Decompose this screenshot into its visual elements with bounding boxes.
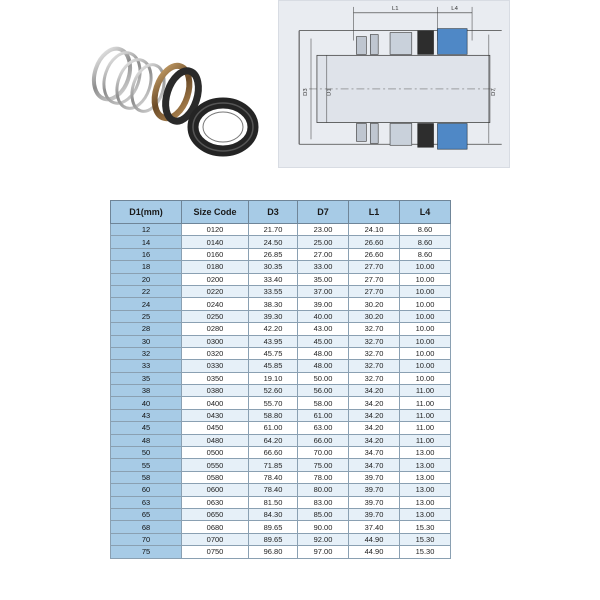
header-size-code: Size Code bbox=[182, 201, 249, 224]
cell-l4: 11.00 bbox=[400, 422, 451, 434]
cell-d3: 38.30 bbox=[249, 298, 298, 310]
table-body bbox=[111, 224, 451, 559]
cell-d7: 61.00 bbox=[298, 409, 349, 421]
cell-d1: 24 bbox=[111, 298, 182, 310]
cell-size-code: 0240 bbox=[182, 298, 249, 310]
cell-d1: 38 bbox=[111, 385, 182, 397]
cell-d3: 64.20 bbox=[249, 434, 298, 446]
cell-d7: 66.00 bbox=[298, 434, 349, 446]
cell-d7: 37.00 bbox=[298, 285, 349, 297]
cell-l1: 27.70 bbox=[349, 273, 400, 285]
cell-d3: 78.40 bbox=[249, 471, 298, 483]
cell-l4: 10.00 bbox=[400, 273, 451, 285]
cell-d7: 45.00 bbox=[298, 335, 349, 347]
cell-size-code: 0630 bbox=[182, 496, 249, 508]
table-row bbox=[111, 471, 451, 483]
cell-size-code: 0350 bbox=[182, 372, 249, 384]
cell-l1: 34.20 bbox=[349, 422, 400, 434]
cell-d7: 56.00 bbox=[298, 385, 349, 397]
cell-d3: 81.50 bbox=[249, 496, 298, 508]
cell-d3: 39.30 bbox=[249, 310, 298, 322]
cell-d7: 27.00 bbox=[298, 248, 349, 260]
cell-l4: 10.00 bbox=[400, 261, 451, 273]
cell-size-code: 0330 bbox=[182, 360, 249, 372]
cell-l4: 15.30 bbox=[400, 546, 451, 558]
cell-l1: 27.70 bbox=[349, 261, 400, 273]
cell-l1: 34.20 bbox=[349, 409, 400, 421]
cell-l4: 11.00 bbox=[400, 434, 451, 446]
header-d7: D7 bbox=[298, 201, 349, 224]
cell-d1: 16 bbox=[111, 248, 182, 260]
cell-l4: 15.30 bbox=[400, 533, 451, 545]
cell-size-code: 0430 bbox=[182, 409, 249, 421]
cell-d3: 55.70 bbox=[249, 397, 298, 409]
cell-d7: 35.00 bbox=[298, 273, 349, 285]
cell-l4: 13.00 bbox=[400, 459, 451, 471]
table-row bbox=[111, 285, 451, 297]
cell-d1: 50 bbox=[111, 447, 182, 459]
cell-d1: 45 bbox=[111, 422, 182, 434]
cell-d7: 83.00 bbox=[298, 496, 349, 508]
cell-d1: 30 bbox=[111, 335, 182, 347]
cell-l1: 26.60 bbox=[349, 236, 400, 248]
cell-d7: 48.00 bbox=[298, 360, 349, 372]
cell-size-code: 0700 bbox=[182, 533, 249, 545]
cell-d3: 19.10 bbox=[249, 372, 298, 384]
cell-l4: 10.00 bbox=[400, 360, 451, 372]
cell-d7: 58.00 bbox=[298, 397, 349, 409]
table-row bbox=[111, 496, 451, 508]
cell-d1: 14 bbox=[111, 236, 182, 248]
cell-size-code: 0750 bbox=[182, 546, 249, 558]
cell-d3: 89.65 bbox=[249, 521, 298, 533]
table-row bbox=[111, 335, 451, 347]
cell-d1: 40 bbox=[111, 397, 182, 409]
cell-l1: 32.70 bbox=[349, 347, 400, 359]
cell-l1: 39.70 bbox=[349, 484, 400, 496]
cell-l4: 11.00 bbox=[400, 397, 451, 409]
cell-d7: 78.00 bbox=[298, 471, 349, 483]
cell-d7: 70.00 bbox=[298, 447, 349, 459]
cell-d1: 48 bbox=[111, 434, 182, 446]
cell-d1: 18 bbox=[111, 261, 182, 273]
header-l1: L1 bbox=[349, 201, 400, 224]
cell-d1: 20 bbox=[111, 273, 182, 285]
table-row bbox=[111, 508, 451, 520]
dimension-label-d7: D7 bbox=[490, 88, 497, 96]
cell-size-code: 0380 bbox=[182, 385, 249, 397]
cell-d1: 58 bbox=[111, 471, 182, 483]
cell-d3: 66.60 bbox=[249, 447, 298, 459]
cell-d1: 55 bbox=[111, 459, 182, 471]
cell-size-code: 0550 bbox=[182, 459, 249, 471]
dimension-label-l4: L4 bbox=[451, 5, 458, 12]
cell-d1: 68 bbox=[111, 521, 182, 533]
cell-l4: 8.60 bbox=[400, 236, 451, 248]
cell-d3: 84.30 bbox=[249, 508, 298, 520]
table-row bbox=[111, 360, 451, 372]
cell-l4: 10.00 bbox=[400, 372, 451, 384]
cell-d7: 39.00 bbox=[298, 298, 349, 310]
header-d1: D1(mm) bbox=[111, 201, 182, 224]
technical-drawing bbox=[278, 0, 510, 168]
cell-size-code: 0280 bbox=[182, 323, 249, 335]
table-row bbox=[111, 546, 451, 558]
cell-size-code: 0580 bbox=[182, 471, 249, 483]
cell-l4: 10.00 bbox=[400, 285, 451, 297]
cell-d7: 80.00 bbox=[298, 484, 349, 496]
cell-size-code: 0480 bbox=[182, 434, 249, 446]
cell-d1: 35 bbox=[111, 372, 182, 384]
product-photo bbox=[78, 32, 268, 164]
cell-d3: 21.70 bbox=[249, 224, 298, 236]
cell-l4: 15.30 bbox=[400, 521, 451, 533]
cell-d3: 45.75 bbox=[249, 347, 298, 359]
cell-d7: 48.00 bbox=[298, 347, 349, 359]
cell-d1: 75 bbox=[111, 546, 182, 558]
cell-l4: 13.00 bbox=[400, 471, 451, 483]
table-row bbox=[111, 459, 451, 471]
header-d3: D3 bbox=[249, 201, 298, 224]
cell-l1: 34.20 bbox=[349, 397, 400, 409]
cell-d1: 63 bbox=[111, 496, 182, 508]
cell-d7: 90.00 bbox=[298, 521, 349, 533]
table-row bbox=[111, 372, 451, 384]
table-row bbox=[111, 409, 451, 421]
cell-size-code: 0680 bbox=[182, 521, 249, 533]
cell-d3: 24.50 bbox=[249, 236, 298, 248]
cell-size-code: 0250 bbox=[182, 310, 249, 322]
cell-l1: 37.40 bbox=[349, 521, 400, 533]
cell-l4: 13.00 bbox=[400, 484, 451, 496]
mechanical-seal-photo bbox=[78, 32, 268, 164]
cell-d7: 63.00 bbox=[298, 422, 349, 434]
table-row bbox=[111, 385, 451, 397]
cell-d3: 45.85 bbox=[249, 360, 298, 372]
cell-d7: 40.00 bbox=[298, 310, 349, 322]
cell-d7: 25.00 bbox=[298, 236, 349, 248]
table-row bbox=[111, 533, 451, 545]
cell-d3: 58.80 bbox=[249, 409, 298, 421]
cell-l4: 13.00 bbox=[400, 447, 451, 459]
cell-size-code: 0320 bbox=[182, 347, 249, 359]
cell-l4: 8.60 bbox=[400, 248, 451, 260]
cell-d1: 33 bbox=[111, 360, 182, 372]
cell-d1: 25 bbox=[111, 310, 182, 322]
cell-l4: 10.00 bbox=[400, 310, 451, 322]
cell-l4: 10.00 bbox=[400, 298, 451, 310]
cell-d3: 61.00 bbox=[249, 422, 298, 434]
table-row bbox=[111, 484, 451, 496]
cell-l4: 11.00 bbox=[400, 409, 451, 421]
cell-d1: 65 bbox=[111, 508, 182, 520]
table-row bbox=[111, 422, 451, 434]
cell-d3: 96.80 bbox=[249, 546, 298, 558]
cell-d3: 42.20 bbox=[249, 323, 298, 335]
cell-l4: 10.00 bbox=[400, 347, 451, 359]
cell-d3: 30.35 bbox=[249, 261, 298, 273]
cell-l1: 39.70 bbox=[349, 508, 400, 520]
cell-l1: 34.70 bbox=[349, 447, 400, 459]
cell-d1: 32 bbox=[111, 347, 182, 359]
cell-l1: 30.20 bbox=[349, 298, 400, 310]
cell-size-code: 0140 bbox=[182, 236, 249, 248]
cell-l1: 32.70 bbox=[349, 335, 400, 347]
table-row bbox=[111, 323, 451, 335]
cell-l1: 44.90 bbox=[349, 546, 400, 558]
dimension-label-d1: D1 bbox=[326, 88, 333, 96]
cell-size-code: 0650 bbox=[182, 508, 249, 520]
cell-d7: 85.00 bbox=[298, 508, 349, 520]
table-row bbox=[111, 447, 451, 459]
table-row bbox=[111, 298, 451, 310]
cell-d1: 43 bbox=[111, 409, 182, 421]
cell-d1: 28 bbox=[111, 323, 182, 335]
cell-l1: 27.70 bbox=[349, 285, 400, 297]
cell-l4: 13.00 bbox=[400, 496, 451, 508]
cell-d3: 89.65 bbox=[249, 533, 298, 545]
table-row bbox=[111, 347, 451, 359]
cell-size-code: 0400 bbox=[182, 397, 249, 409]
cell-d7: 50.00 bbox=[298, 372, 349, 384]
dimension-table-container bbox=[110, 200, 444, 559]
cell-l4: 10.00 bbox=[400, 323, 451, 335]
cell-d3: 71.85 bbox=[249, 459, 298, 471]
cell-l4: 13.00 bbox=[400, 508, 451, 520]
dimension-label-l1: L1 bbox=[392, 5, 399, 12]
cell-size-code: 0180 bbox=[182, 261, 249, 273]
seal-cross-section-diagram bbox=[279, 1, 509, 167]
cell-size-code: 0450 bbox=[182, 422, 249, 434]
header-l4: L4 bbox=[400, 201, 451, 224]
cell-d1: 70 bbox=[111, 533, 182, 545]
cell-l1: 32.70 bbox=[349, 323, 400, 335]
cell-l1: 39.70 bbox=[349, 496, 400, 508]
cell-size-code: 0220 bbox=[182, 285, 249, 297]
dimension-label-d3: D3 bbox=[303, 88, 310, 96]
table-row bbox=[111, 261, 451, 273]
cell-l1: 26.60 bbox=[349, 248, 400, 260]
cell-d7: 43.00 bbox=[298, 323, 349, 335]
cell-l4: 10.00 bbox=[400, 335, 451, 347]
cell-l1: 39.70 bbox=[349, 471, 400, 483]
cell-size-code: 0160 bbox=[182, 248, 249, 260]
cell-l1: 34.70 bbox=[349, 459, 400, 471]
cell-l4: 8.60 bbox=[400, 224, 451, 236]
cell-d7: 23.00 bbox=[298, 224, 349, 236]
table-row bbox=[111, 434, 451, 446]
table-row bbox=[111, 248, 451, 260]
dimension-table bbox=[110, 200, 451, 559]
cell-d7: 92.00 bbox=[298, 533, 349, 545]
table-row bbox=[111, 397, 451, 409]
cell-d3: 33.55 bbox=[249, 285, 298, 297]
cell-l4: 11.00 bbox=[400, 385, 451, 397]
cell-size-code: 0500 bbox=[182, 447, 249, 459]
cell-d3: 52.60 bbox=[249, 385, 298, 397]
table-row bbox=[111, 273, 451, 285]
cell-size-code: 0120 bbox=[182, 224, 249, 236]
cell-l1: 24.10 bbox=[349, 224, 400, 236]
cell-size-code: 0600 bbox=[182, 484, 249, 496]
table-row bbox=[111, 310, 451, 322]
cell-d3: 26.85 bbox=[249, 248, 298, 260]
cell-l1: 32.70 bbox=[349, 372, 400, 384]
cell-l1: 32.70 bbox=[349, 360, 400, 372]
cell-d7: 75.00 bbox=[298, 459, 349, 471]
cell-l1: 44.90 bbox=[349, 533, 400, 545]
table-header-row bbox=[111, 201, 451, 224]
table-row bbox=[111, 224, 451, 236]
cell-d1: 22 bbox=[111, 285, 182, 297]
cell-d3: 33.40 bbox=[249, 273, 298, 285]
cell-d7: 33.00 bbox=[298, 261, 349, 273]
cell-d1: 12 bbox=[111, 224, 182, 236]
table-row bbox=[111, 236, 451, 248]
cell-d1: 60 bbox=[111, 484, 182, 496]
cell-d7: 97.00 bbox=[298, 546, 349, 558]
cell-l1: 30.20 bbox=[349, 310, 400, 322]
cell-size-code: 0200 bbox=[182, 273, 249, 285]
cell-l1: 34.20 bbox=[349, 385, 400, 397]
cell-l1: 34.20 bbox=[349, 434, 400, 446]
cell-size-code: 0300 bbox=[182, 335, 249, 347]
cell-d3: 43.95 bbox=[249, 335, 298, 347]
table-row bbox=[111, 521, 451, 533]
cell-d3: 78.40 bbox=[249, 484, 298, 496]
